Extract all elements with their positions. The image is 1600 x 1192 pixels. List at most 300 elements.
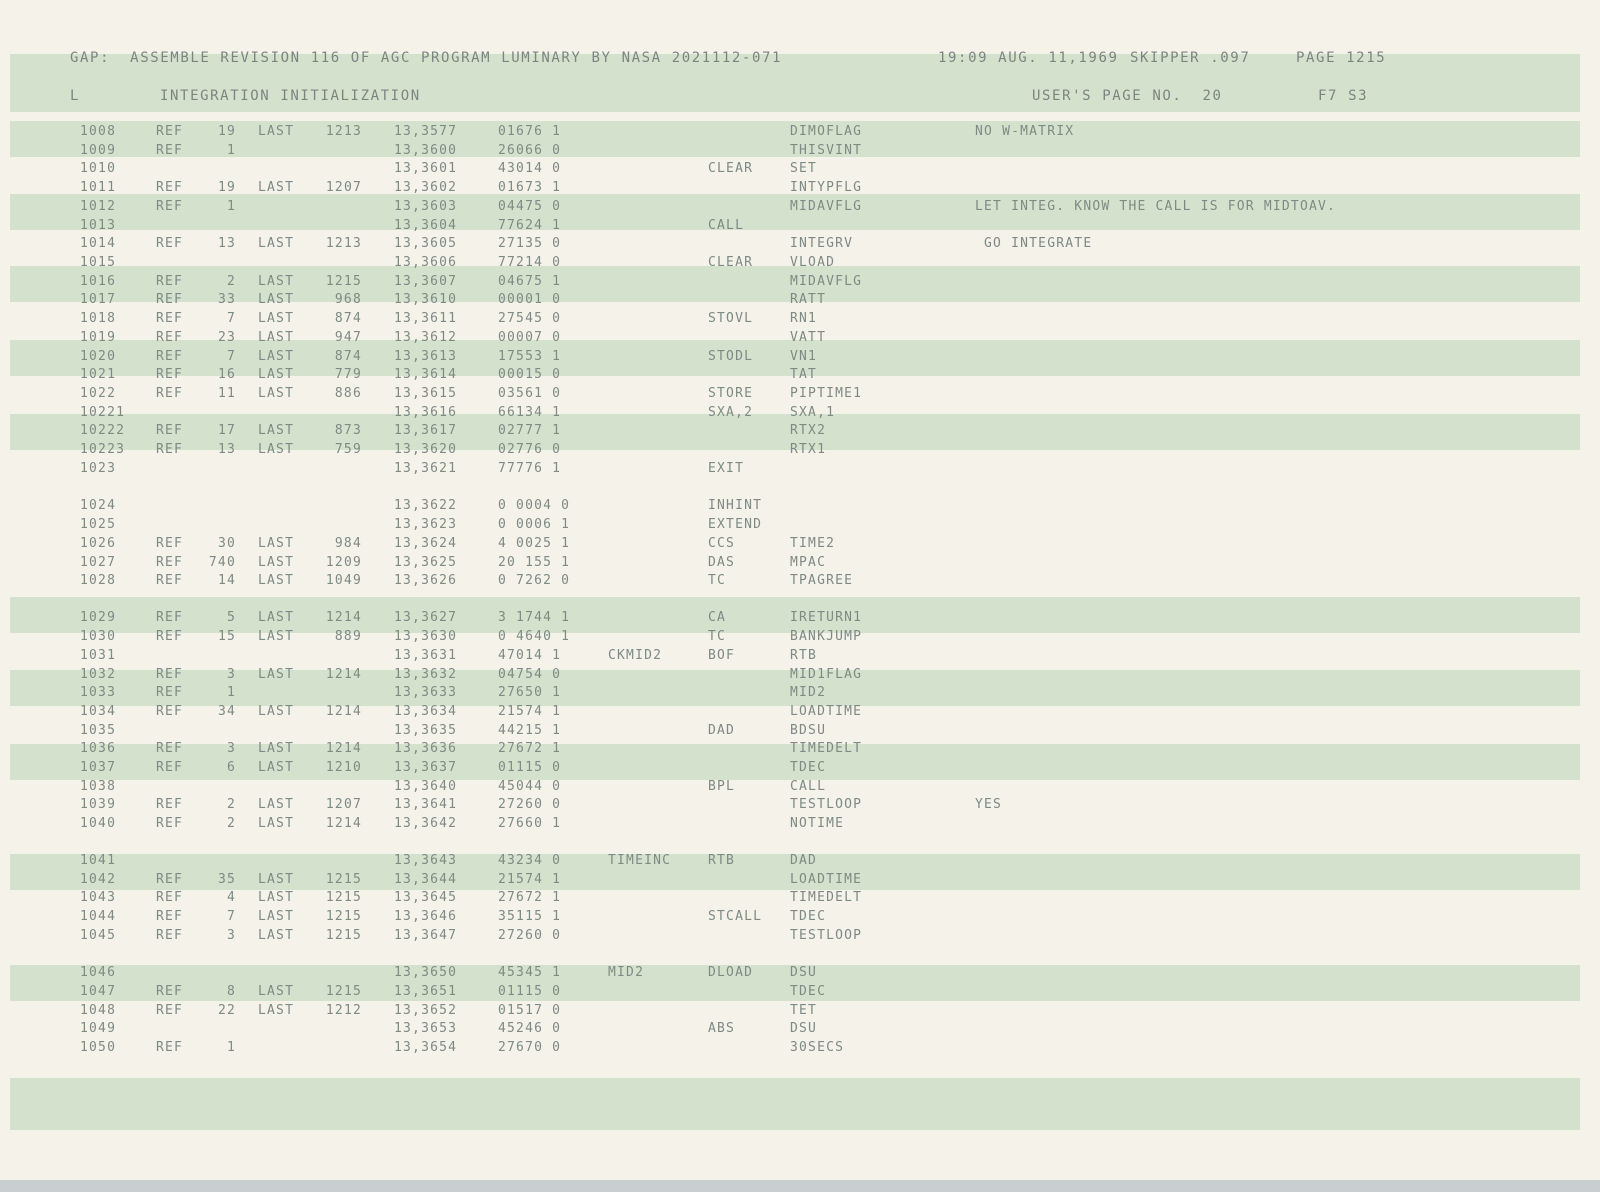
ref-marker: REF [156, 741, 184, 756]
listing-row [0, 311, 1600, 330]
line-number: 1037 [80, 760, 117, 775]
listing-row [0, 405, 1600, 424]
octal-value: 27260 0 [498, 797, 562, 812]
header-title: GAP: ASSEMBLE REVISION 116 OF AGC PROGRAM LUMINARY BY NASA 2021112-071 [70, 50, 783, 66]
operand: TET [790, 1003, 818, 1018]
address: 13,3646 [394, 909, 458, 924]
last-line-number: 1215 [325, 872, 362, 887]
address: 13,3601 [394, 161, 458, 176]
last-marker: LAST [258, 536, 295, 551]
listing-row [0, 853, 1600, 872]
ref-marker: REF [156, 984, 184, 999]
ref-marker: REF [156, 274, 184, 289]
last-marker: LAST [258, 386, 295, 401]
address: 13,3615 [394, 386, 458, 401]
ref-count: 740 [208, 555, 236, 570]
address: 13,3611 [394, 311, 458, 326]
line-number: 1044 [80, 909, 117, 924]
ref-count: 33 [217, 292, 236, 307]
ref-count: 22 [217, 1003, 236, 1018]
address: 13,3632 [394, 667, 458, 682]
last-line-number: 874 [334, 311, 362, 326]
last-marker: LAST [258, 610, 295, 625]
operand: RTX2 [790, 423, 827, 438]
line-number: 1026 [80, 536, 117, 551]
line-number: 1030 [80, 629, 117, 644]
last-line-number: 984 [334, 536, 362, 551]
line-number: 1010 [80, 161, 117, 176]
ref-count: 1 [226, 685, 236, 700]
opcode: STCALL [708, 909, 763, 924]
listing-row [0, 760, 1600, 779]
line-number: 1045 [80, 928, 117, 943]
operand: LOADTIME [790, 872, 863, 887]
users-page-number: USER'S PAGE NO. 20 [1032, 88, 1223, 104]
section-marker: L [70, 88, 81, 104]
opcode: INHINT [708, 498, 763, 513]
octal-value: 04675 1 [498, 274, 562, 289]
address: 13,3614 [394, 367, 458, 382]
header-skipper: SKIPPER .097 [1130, 50, 1251, 66]
line-number: 1016 [80, 274, 117, 289]
opcode: CLEAR [708, 255, 754, 270]
last-marker: LAST [258, 236, 295, 251]
ref-count: 3 [226, 667, 236, 682]
operand: TAT [790, 367, 818, 382]
last-marker: LAST [258, 573, 295, 588]
line-number: 1040 [80, 816, 117, 831]
ref-count: 4 [226, 890, 236, 905]
ref-marker: REF [156, 180, 184, 195]
octal-value: 0 4640 1 [498, 629, 571, 644]
octal-value: 0 0006 1 [498, 517, 571, 532]
ref-count: 7 [226, 909, 236, 924]
operand: INTEGRV [790, 236, 854, 251]
last-line-number: 779 [334, 367, 362, 382]
last-marker: LAST [258, 909, 295, 924]
opcode: EXTEND [708, 517, 763, 532]
last-marker: LAST [258, 704, 295, 719]
address: 13,3631 [394, 648, 458, 663]
address: 13,3613 [394, 349, 458, 364]
listing-row [0, 872, 1600, 891]
listing-row [0, 423, 1600, 442]
operand: SXA,1 [790, 405, 836, 420]
listing-row [0, 143, 1600, 162]
last-line-number: 1214 [325, 741, 362, 756]
octal-value: 21574 1 [498, 704, 562, 719]
listing-row [0, 199, 1600, 218]
last-line-number: 1212 [325, 1003, 362, 1018]
line-number: 1036 [80, 741, 117, 756]
octal-value: 43014 0 [498, 161, 562, 176]
operand: VN1 [790, 349, 818, 364]
line-number: 1033 [80, 685, 117, 700]
listing-row [0, 498, 1600, 517]
last-line-number: 1215 [325, 909, 362, 924]
comment: LET INTEG. KNOW THE CALL IS FOR MIDTOAV. [975, 199, 1337, 214]
last-marker: LAST [258, 555, 295, 570]
ref-count: 7 [226, 311, 236, 326]
operand: DIMOFLAG [790, 124, 863, 139]
octal-value: 01115 0 [498, 760, 562, 775]
listing-row [0, 555, 1600, 574]
operand: RN1 [790, 311, 818, 326]
line-number: 1034 [80, 704, 117, 719]
octal-value: 04475 0 [498, 199, 562, 214]
octal-value: 27650 1 [498, 685, 562, 700]
last-line-number: 1213 [325, 236, 362, 251]
address: 13,3633 [394, 685, 458, 700]
address: 13,3577 [394, 124, 458, 139]
last-line-number: 1214 [325, 816, 362, 831]
address: 13,3634 [394, 704, 458, 719]
line-number: 1019 [80, 330, 117, 345]
listing-row [0, 124, 1600, 143]
ref-count: 23 [217, 330, 236, 345]
opcode: BPL [708, 779, 736, 794]
operand: BDSU [790, 723, 827, 738]
ref-marker: REF [156, 555, 184, 570]
line-number: 10221 [80, 405, 126, 420]
last-line-number: 1213 [325, 124, 362, 139]
ref-count: 6 [226, 760, 236, 775]
ref-count: 16 [217, 367, 236, 382]
address: 13,3650 [394, 965, 458, 980]
last-marker: LAST [258, 1003, 295, 1018]
address: 13,3600 [394, 143, 458, 158]
listing-row [0, 367, 1600, 386]
ref-marker: REF [156, 236, 184, 251]
ref-marker: REF [156, 423, 184, 438]
ref-count: 17 [217, 423, 236, 438]
ref-marker: REF [156, 760, 184, 775]
address: 13,3636 [394, 741, 458, 756]
last-marker: LAST [258, 928, 295, 943]
last-line-number: 1215 [325, 890, 362, 905]
ref-marker: REF [156, 330, 184, 345]
octal-value: 04754 0 [498, 667, 562, 682]
ref-count: 2 [226, 816, 236, 831]
listing-row [0, 573, 1600, 592]
octal-value: 27672 1 [498, 890, 562, 905]
last-line-number: 1214 [325, 704, 362, 719]
header-code: F7 S3 [1318, 88, 1369, 104]
ref-marker: REF [156, 386, 184, 401]
opcode: STORE [708, 386, 754, 401]
octal-value: 00001 0 [498, 292, 562, 307]
line-number: 10223 [80, 442, 126, 457]
line-number: 1025 [80, 517, 117, 532]
last-marker: LAST [258, 797, 295, 812]
last-marker: LAST [258, 349, 295, 364]
ref-marker: REF [156, 311, 184, 326]
octal-value: 17553 1 [498, 349, 562, 364]
address: 13,3625 [394, 555, 458, 570]
ref-count: 8 [226, 984, 236, 999]
ref-count: 3 [226, 928, 236, 943]
listing-band [10, 1078, 1580, 1130]
address: 13,3642 [394, 816, 458, 831]
operand: DSU [790, 1021, 818, 1036]
listing-row [0, 180, 1600, 199]
listing-row [0, 255, 1600, 274]
line-number: 1017 [80, 292, 117, 307]
line-number: 1012 [80, 199, 117, 214]
ref-count: 1 [226, 199, 236, 214]
address: 13,3653 [394, 1021, 458, 1036]
listing-row [0, 685, 1600, 704]
line-number: 1014 [80, 236, 117, 251]
operand: TIMEDELT [790, 741, 863, 756]
address: 13,3622 [394, 498, 458, 513]
address: 13,3624 [394, 536, 458, 551]
listing-row [0, 741, 1600, 760]
last-marker: LAST [258, 667, 295, 682]
last-marker: LAST [258, 872, 295, 887]
listing-row [0, 292, 1600, 311]
last-line-number: 1215 [325, 274, 362, 289]
last-marker: LAST [258, 890, 295, 905]
ref-marker: REF [156, 1040, 184, 1055]
line-number: 1035 [80, 723, 117, 738]
last-line-number: 873 [334, 423, 362, 438]
line-number: 1013 [80, 218, 117, 233]
operand: TDEC [790, 760, 827, 775]
ref-count: 30 [217, 536, 236, 551]
ref-marker: REF [156, 909, 184, 924]
operand: TPAGREE [790, 573, 854, 588]
address: 13,3621 [394, 461, 458, 476]
address: 13,3602 [394, 180, 458, 195]
octal-value: 01115 0 [498, 984, 562, 999]
opcode: ABS [708, 1021, 736, 1036]
last-marker: LAST [258, 180, 295, 195]
listing-row [0, 1040, 1600, 1059]
ref-marker: REF [156, 199, 184, 214]
last-line-number: 1209 [325, 555, 362, 570]
ref-marker: REF [156, 536, 184, 551]
line-number: 1043 [80, 890, 117, 905]
octal-value: 77776 1 [498, 461, 562, 476]
ref-count: 15 [217, 629, 236, 644]
last-marker: LAST [258, 311, 295, 326]
octal-value: 45345 1 [498, 965, 562, 980]
line-number: 1048 [80, 1003, 117, 1018]
last-line-number: 886 [334, 386, 362, 401]
address: 13,3627 [394, 610, 458, 625]
opcode: CA [708, 610, 727, 625]
ref-marker: REF [156, 143, 184, 158]
last-line-number: 968 [334, 292, 362, 307]
address: 13,3603 [394, 199, 458, 214]
last-marker: LAST [258, 423, 295, 438]
octal-value: 01517 0 [498, 1003, 562, 1018]
operand: TESTLOOP [790, 928, 863, 943]
ref-marker: REF [156, 797, 184, 812]
last-marker: LAST [258, 760, 295, 775]
operand: MIDAVFLG [790, 274, 863, 289]
operand: INTYPFLG [790, 180, 863, 195]
ref-count: 35 [217, 872, 236, 887]
line-number: 10222 [80, 423, 126, 438]
line-number: 1027 [80, 555, 117, 570]
listing-row [0, 218, 1600, 237]
ref-marker: REF [156, 704, 184, 719]
listing-row [0, 648, 1600, 667]
octal-value: 27545 0 [498, 311, 562, 326]
octal-value: 01676 1 [498, 124, 562, 139]
operand: MPAC [790, 555, 827, 570]
listing-row [0, 442, 1600, 461]
ref-count: 19 [217, 180, 236, 195]
last-marker: LAST [258, 330, 295, 345]
ref-marker: REF [156, 816, 184, 831]
address: 13,3644 [394, 872, 458, 887]
listing-row [0, 236, 1600, 255]
line-number: 1029 [80, 610, 117, 625]
listing-row [0, 161, 1600, 180]
operand: TIMEDELT [790, 890, 863, 905]
ref-marker: REF [156, 928, 184, 943]
octal-value: 45246 0 [498, 1021, 562, 1036]
last-line-number: 1207 [325, 797, 362, 812]
address: 13,3637 [394, 760, 458, 775]
last-marker: LAST [258, 274, 295, 289]
last-marker: LAST [258, 816, 295, 831]
last-line-number: 1214 [325, 610, 362, 625]
line-number: 1031 [80, 648, 117, 663]
operand: 30SECS [790, 1040, 845, 1055]
octal-value: 35115 1 [498, 909, 562, 924]
ref-marker: REF [156, 1003, 184, 1018]
listing-row [0, 909, 1600, 928]
operand: PIPTIME1 [790, 386, 863, 401]
opcode: SXA,2 [708, 405, 754, 420]
opcode: EXIT [708, 461, 745, 476]
line-number: 1018 [80, 311, 117, 326]
octal-value: 45044 0 [498, 779, 562, 794]
octal-value: 01673 1 [498, 180, 562, 195]
listing-row [0, 330, 1600, 349]
label-field: MID2 [608, 965, 645, 980]
ref-marker: REF [156, 872, 184, 887]
octal-value: 00007 0 [498, 330, 562, 345]
ref-marker: REF [156, 890, 184, 905]
octal-value: 4 0025 1 [498, 536, 571, 551]
octal-value: 27660 1 [498, 816, 562, 831]
line-number: 1032 [80, 667, 117, 682]
operand: RTX1 [790, 442, 827, 457]
comment: NO W-MATRIX [975, 124, 1075, 139]
opcode: TC [708, 573, 727, 588]
octal-value: 00015 0 [498, 367, 562, 382]
address: 13,3640 [394, 779, 458, 794]
address: 13,3604 [394, 218, 458, 233]
operand: DAD [790, 853, 818, 868]
ref-marker: REF [156, 573, 184, 588]
last-line-number: 1207 [325, 180, 362, 195]
octal-value: 77624 1 [498, 218, 562, 233]
address: 13,3605 [394, 236, 458, 251]
operand: TIME2 [790, 536, 836, 551]
line-number: 1024 [80, 498, 117, 513]
ref-marker: REF [156, 292, 184, 307]
address: 13,3645 [394, 890, 458, 905]
line-number: 1050 [80, 1040, 117, 1055]
last-marker: LAST [258, 442, 295, 457]
listing-row [0, 461, 1600, 480]
operand: SET [790, 161, 818, 176]
comment: GO INTEGRATE [975, 236, 1093, 251]
operand: MID1FLAG [790, 667, 863, 682]
line-number: 1008 [80, 124, 117, 139]
octal-value: 27135 0 [498, 236, 562, 251]
line-number: 1015 [80, 255, 117, 270]
last-marker: LAST [258, 367, 295, 382]
line-number: 1041 [80, 853, 117, 868]
address: 13,3630 [394, 629, 458, 644]
listing-row [0, 1003, 1600, 1022]
line-number: 1046 [80, 965, 117, 980]
address: 13,3652 [394, 1003, 458, 1018]
line-number: 1038 [80, 779, 117, 794]
octal-value: 27672 1 [498, 741, 562, 756]
opcode: BOF [708, 648, 736, 663]
ref-count: 5 [226, 610, 236, 625]
operand: VATT [790, 330, 827, 345]
last-line-number: 947 [334, 330, 362, 345]
operand: MIDAVFLG [790, 199, 863, 214]
address: 13,3651 [394, 984, 458, 999]
operand: TESTLOOP [790, 797, 863, 812]
section-title: INTEGRATION INITIALIZATION [160, 88, 421, 104]
ref-count: 34 [217, 704, 236, 719]
listing-row [0, 890, 1600, 909]
address: 13,3654 [394, 1040, 458, 1055]
page-bottom-edge [0, 1180, 1600, 1192]
last-line-number: 1049 [325, 573, 362, 588]
opcode: CLEAR [708, 161, 754, 176]
last-marker: LAST [258, 292, 295, 307]
address: 13,3635 [394, 723, 458, 738]
listing-row [0, 704, 1600, 723]
last-marker: LAST [258, 629, 295, 644]
line-number: 1049 [80, 1021, 117, 1036]
ref-marker: REF [156, 367, 184, 382]
octal-value: 77214 0 [498, 255, 562, 270]
address: 13,3610 [394, 292, 458, 307]
address: 13,3647 [394, 928, 458, 943]
octal-value: 02776 0 [498, 442, 562, 457]
line-number: 1009 [80, 143, 117, 158]
last-marker: LAST [258, 741, 295, 756]
opcode: DAD [708, 723, 736, 738]
operand: TDEC [790, 984, 827, 999]
ref-count: 2 [226, 797, 236, 812]
octal-value: 3 1744 1 [498, 610, 571, 625]
listing-row [0, 629, 1600, 648]
opcode: TC [708, 629, 727, 644]
listing-row [0, 517, 1600, 536]
listing-row [0, 965, 1600, 984]
opcode: STODL [708, 349, 754, 364]
listing-row [0, 1021, 1600, 1040]
ref-marker: REF [156, 349, 184, 364]
listing-row [0, 610, 1600, 629]
header-page-number: PAGE 1215 [1296, 50, 1387, 66]
ref-count: 3 [226, 741, 236, 756]
